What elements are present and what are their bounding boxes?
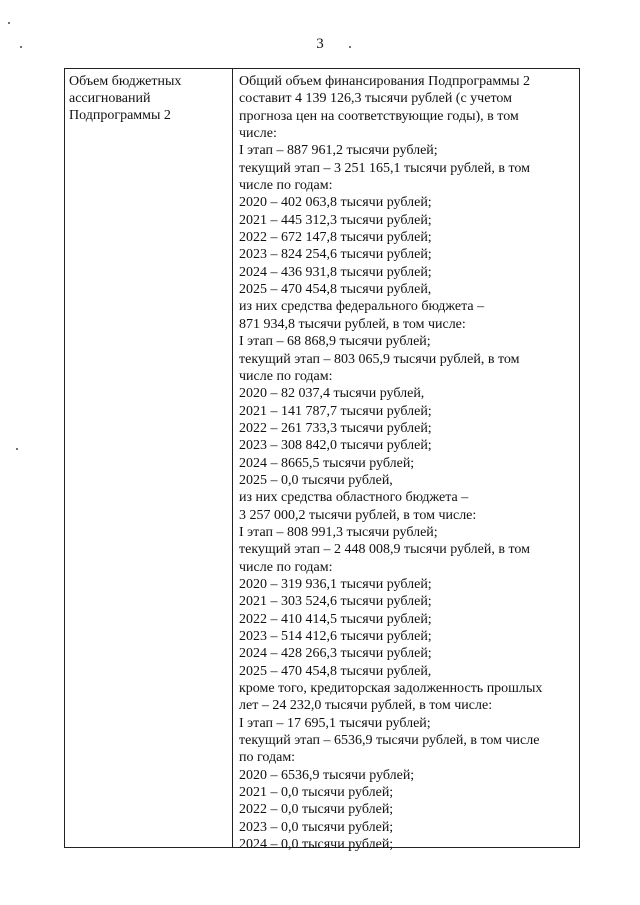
content-line: по годам: <box>239 750 296 766</box>
content-line: 2024 – 8665,5 тысячи рублей; <box>239 455 415 471</box>
scan-speck <box>8 22 10 24</box>
content-line: лет – 24 232,0 тысячи рублей, в том числе: <box>239 698 493 714</box>
content-line: текущий этап – 803 065,9 тысячи рублей, в том <box>239 351 520 367</box>
content-line: 2022 – 672 147,8 тысячи рублей; <box>239 230 432 246</box>
content-line: 2023 – 514 412,6 тысячи рублей; <box>239 629 432 644</box>
content-line: 871 934,8 тысячи рублей, в том числе: <box>239 316 466 332</box>
content-line: текущий этап – 3 251 165,1 тысячи рублей, в том <box>239 160 530 176</box>
content-line: 2021 – 0,0 тысячи рублей; <box>239 785 394 801</box>
table-content-cell <box>233 69 579 853</box>
content-line: 2025 – 470 454,8 тысячи рублей, <box>239 663 432 679</box>
content-line: из них средства областного бюджета – <box>239 490 469 506</box>
label-line: Объем бюджетных <box>69 74 182 89</box>
content-line: 2023 – 824 254,6 тысячи рублей; <box>239 247 432 263</box>
content-line: 2025 – 470 454,8 тысячи рублей, <box>239 282 432 298</box>
content-line: 2021 – 445 312,3 тысячи рублей; <box>239 212 432 228</box>
content-line: числе по годам: <box>239 368 333 384</box>
table-label-cell <box>65 69 233 847</box>
content-line: 2024 – 428 266,3 тысячи рублей; <box>239 646 432 662</box>
content-line: 2024 – 436 931,8 тысячи рублей; <box>239 264 432 280</box>
content-line: 2023 – 0,0 тысячи рублей; <box>239 819 394 835</box>
content-line: составит 4 139 126,3 тысячи рублей (с учетом <box>239 91 512 107</box>
content-line: текущий этап – 2 448 008,9 тысячи рублей, в том <box>239 542 530 558</box>
content-line: I этап – 17 695,1 тысячи рублей; <box>239 715 431 731</box>
content-line: 2023 – 308 842,0 тысячи рублей; <box>239 438 432 454</box>
content-line: текущий этап – 6536,9 тысячи рублей, в том числе <box>239 733 540 749</box>
content-line: I этап – 68 868,9 тысячи рублей; <box>239 334 431 350</box>
content-line: числе по годам: <box>239 178 333 194</box>
content-line: 2024 – 0,0 тысячи рублей; <box>239 837 394 853</box>
content-line: прогноза цен на соответствующие годы), в том <box>239 108 519 124</box>
content-line: I этап – 808 991,3 тысячи рублей; <box>239 524 438 540</box>
budget-table <box>64 68 580 853</box>
content-line: 2021 – 303 524,6 тысячи рублей; <box>239 594 432 610</box>
content-line: 2022 – 261 733,3 тысячи рублей; <box>239 420 432 436</box>
content-line: 2020 – 82 037,4 тысячи рублей, <box>239 386 425 402</box>
content-line: 3 257 000,2 тысячи рублей, в том числе: <box>239 507 477 523</box>
content-line: Общий объем финансирования Подпрограммы 2 <box>239 74 531 89</box>
content-line: 2022 – 0,0 тысячи рублей; <box>239 802 394 818</box>
label-line: Подпрограммы 2 <box>69 108 171 123</box>
content-line: I этап – 887 961,2 тысячи рублей; <box>239 143 438 159</box>
content-line: из них средства федерального бюджета – <box>239 299 485 315</box>
scan-speck <box>20 46 22 48</box>
content-line: 2020 – 6536,9 тысячи рублей; <box>239 767 415 783</box>
label-line: ассигнований <box>69 91 151 106</box>
content-line: 2022 – 410 414,5 тысячи рублей; <box>239 611 432 627</box>
content-line: 2025 – 0,0 тысячи рублей, <box>239 472 393 488</box>
content-line: 2020 – 402 063,8 тысячи рублей; <box>239 195 432 211</box>
page-number: 3 <box>316 36 324 52</box>
content-line: 2020 – 319 936,1 тысячи рублей; <box>239 576 432 592</box>
content-line: 2021 – 141 787,7 тысячи рублей; <box>239 403 432 419</box>
scan-speck <box>349 46 351 48</box>
scan-speck <box>16 448 18 450</box>
content-line: числе: <box>239 126 277 142</box>
content-line: числе по годам: <box>239 559 333 575</box>
content-line: кроме того, кредиторская задолженность прошлых <box>239 681 543 697</box>
